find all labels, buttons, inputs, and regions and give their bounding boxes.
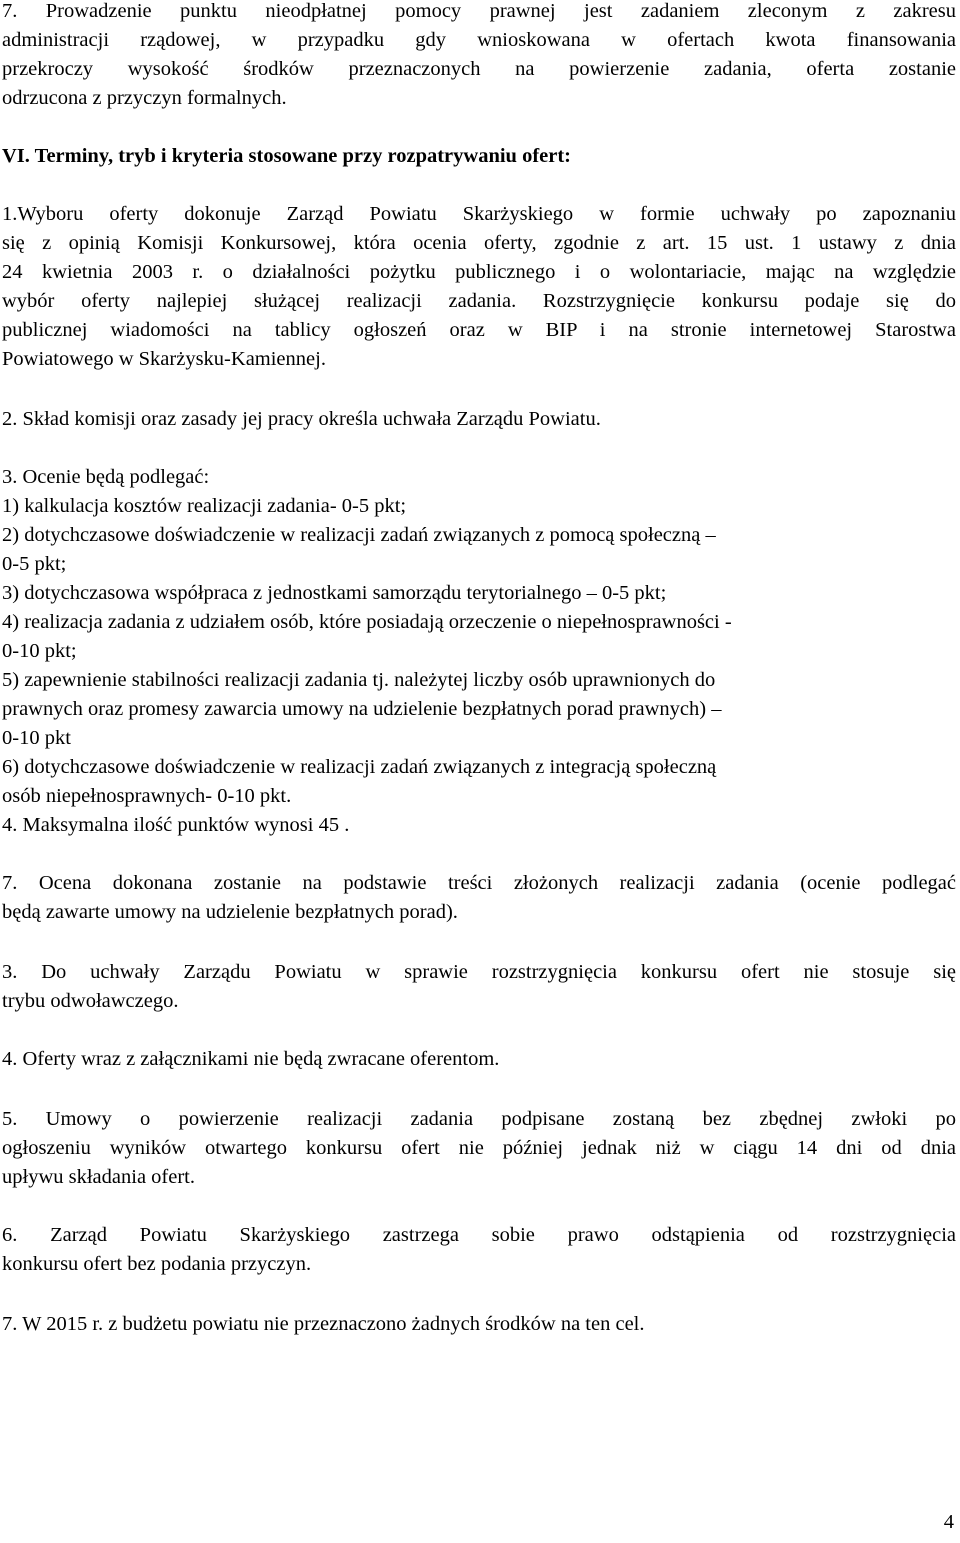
point-2: 2. Skład komisji oraz zasady jej pracy określa uchwała Zarządu Powiatu. (2, 408, 601, 430)
point-5-line-1: 5. Umowy o powierzenie realizacji zadania podpisane zostaną bez zbędnej zwłoki po (2, 1108, 956, 1130)
point-1-line-3: 24 kwietnia 2003 r. o działalności pożytku publicznego i o wolontariacie, mając na względzie (2, 261, 956, 283)
point-3-intro: 3. Ocenie będą podlegać: (2, 466, 210, 488)
offers-not-returned: 4. Oferty wraz z załącznikami nie będą zwracane oferentom. (2, 1048, 500, 1070)
point-5-line-3: upływu składania ofert. (2, 1166, 195, 1188)
paragraph-7-line-1: 7. Prowadzenie punktu nieodpłatnej pomocy prawnej jest zadaniem zleconym z zakresu (2, 0, 956, 22)
criterion-6: 6) dotychczasowe doświadczenie w realizacji zadań związanych z integracją społeczną (2, 756, 717, 778)
point-1-line-2: się z opinią Komisji Konkursowej, która ocenia oferty, zgodnie z art. 15 ust. 1 ustawy z dnia (2, 232, 956, 254)
appeal-line-1: 3. Do uchwały Zarządu Powiatu w sprawie rozstrzygnięcia konkursu ofert nie stosuje się (2, 961, 956, 983)
max-points: 4. Maksymalna ilość punktów wynosi 45 . (2, 814, 350, 836)
paragraph-7-line-3: przekroczy wysokość środków przeznaczonych na powierzenie zadania, oferta zostanie (2, 58, 956, 80)
criterion-3: 3) dotychczasowa współpraca z jednostkami samorządu terytorialnego – 0-5 pkt; (2, 582, 667, 604)
budget-statement: 7. W 2015 r. z budżetu powiatu nie przeznaczono żadnych środków na ten cel. (2, 1313, 645, 1335)
section-heading: VI. Terminy, tryb i kryteria stosowane przy rozpatrywaniu ofert: (2, 145, 572, 167)
appeal-line-2: trybu odwoławczego. (2, 990, 179, 1012)
point-1-line-4: wybór oferty najlepiej służącej realizacji zadania. Rozstrzygnięcie konkursu podaje się do (2, 290, 956, 312)
point-5-line-2: ogłoszeniu wyników otwartego konkursu ofert nie później jednak niż w ciągu 14 dni od dnia (2, 1137, 956, 1159)
evaluation-line-2: będą zawarte umowy na udzielenie bezpłatnych porad). (2, 901, 458, 923)
point-1-line-5: publicznej wiadomości na tablicy ogłoszeń oraz w BIP i na stronie internetowej Starostwa (2, 319, 956, 341)
criterion-2-cont: 0-5 pkt; (2, 553, 67, 575)
criterion-2: 2) dotychczasowe doświadczenie w realizacji zadań związanych z pomocą społeczną – (2, 524, 716, 546)
criterion-5-cont-2: 0-10 pkt (2, 727, 71, 749)
point-6-line-2: konkursu ofert bez podania przyczyn. (2, 1253, 312, 1275)
criterion-4: 4) realizacja zadania z udziałem osób, które posiadają orzeczenie o niepełnosprawności - (2, 611, 732, 633)
paragraph-7-line-2: administracji rządowej, w przypadku gdy wnioskowana w ofertach kwota finansowania (2, 29, 956, 51)
point-1-line-1: 1.Wyboru oferty dokonuje Zarząd Powiatu Skarżyskiego w formie uchwały po zapoznaniu (2, 203, 956, 225)
criterion-4-cont: 0-10 pkt; (2, 640, 77, 662)
evaluation-line-1: 7. Ocena dokonana zostanie na podstawie treści złożonych realizacji zadania (ocenie podlegać (2, 872, 956, 894)
paragraph-7-line-4: odrzucona z przyczyn formalnych. (2, 87, 287, 109)
criterion-1: 1) kalkulacja kosztów realizacji zadania- 0-5 pkt; (2, 495, 407, 517)
point-1-line-6: Powiatowego w Skarżysku-Kamiennej. (2, 348, 326, 370)
point-6-line-1: 6. Zarząd Powiatu Skarżyskiego zastrzega sobie prawo odstąpienia od rozstrzygnięcia (2, 1224, 956, 1246)
page-number: 4 (943, 1511, 954, 1533)
criterion-5: 5) zapewnienie stabilności realizacji zadania tj. należytej liczby osób uprawnionych do (2, 669, 716, 691)
criterion-5-cont: prawnych oraz promesy zawarcia umowy na udzielenie bezpłatnych porad prawnych) – (2, 698, 722, 720)
criterion-6-cont: osób niepełnosprawnych- 0-10 pkt. (2, 785, 292, 807)
